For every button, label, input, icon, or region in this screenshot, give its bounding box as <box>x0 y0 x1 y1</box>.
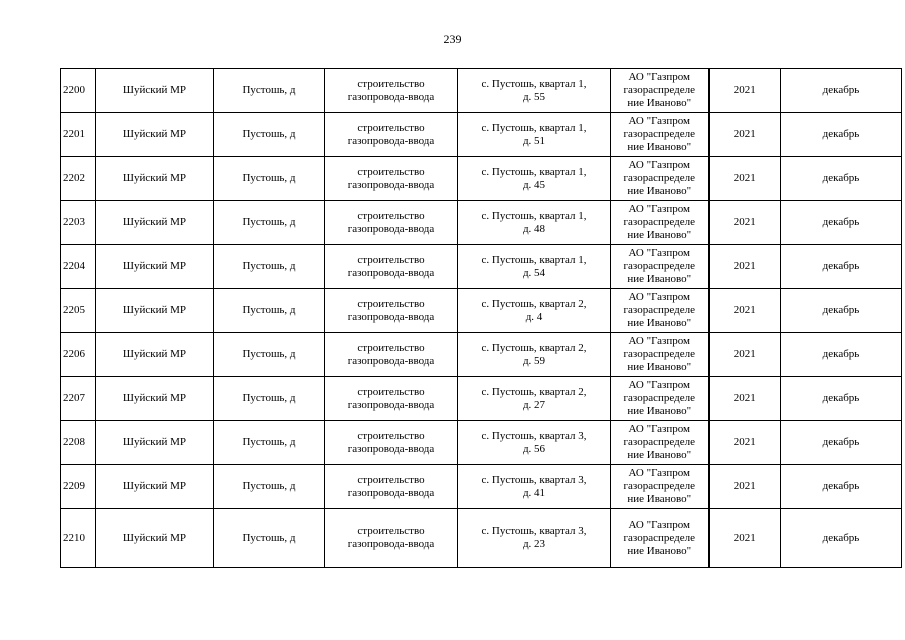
work-type-line: газопровода-ввода <box>347 310 435 323</box>
address-line: д. 55 <box>522 90 546 103</box>
address-line: с. Пустошь, квартал 3, <box>481 525 587 537</box>
table-row <box>61 289 902 333</box>
work-type-cell <box>325 113 458 157</box>
organization-line: АО "Газпром <box>628 379 691 391</box>
work-type-cell <box>325 245 458 289</box>
address-line: с. Пустошь, квартал 1, <box>481 121 587 134</box>
locality-cell <box>214 245 325 289</box>
year-cell <box>709 201 781 245</box>
district-cell <box>96 201 214 245</box>
locality-cell <box>214 289 325 333</box>
month-cell <box>781 509 902 568</box>
table-row <box>61 245 902 289</box>
locality: Пустошь, д <box>242 531 296 544</box>
organization-line: ние Иваново" <box>627 141 692 153</box>
month: декабрь <box>822 128 860 140</box>
organization-cell <box>611 69 709 113</box>
organization-line: АО "Газпром <box>628 291 691 303</box>
address-line: д. 27 <box>522 398 546 411</box>
organization-line: газораспределе <box>623 304 695 316</box>
month: декабрь <box>822 531 860 544</box>
locality: Пустошь, д <box>242 84 296 96</box>
locality: Пустошь, д <box>242 216 296 228</box>
work-type-line: строительство <box>357 253 425 266</box>
table-body <box>61 69 902 568</box>
work-type-line: газопровода-ввода <box>347 398 435 411</box>
locality-cell <box>214 113 325 157</box>
organization-line: ние Иваново" <box>627 405 692 417</box>
work-type-line: газопровода-ввода <box>347 486 435 499</box>
district-cell <box>96 377 214 421</box>
table-row <box>61 157 902 201</box>
month: декабрь <box>822 392 860 404</box>
year: 2021 <box>733 84 756 96</box>
locality: Пустошь, д <box>242 480 296 492</box>
row-number-cell <box>61 113 96 157</box>
row-number: 2204 <box>63 260 85 272</box>
year: 2021 <box>733 531 756 544</box>
year: 2021 <box>733 436 756 448</box>
address-cell <box>458 69 611 113</box>
row-number: 2200 <box>63 84 85 96</box>
row-number: 2202 <box>63 172 85 184</box>
locality-cell <box>214 509 325 568</box>
address-line: с. Пустошь, квартал 2, <box>481 385 587 398</box>
row-number: 2205 <box>63 304 85 316</box>
district-cell <box>96 113 214 157</box>
month-cell <box>781 113 902 157</box>
table-row <box>61 69 902 113</box>
month-cell <box>781 333 902 377</box>
month: декабрь <box>822 436 860 448</box>
page-number: 239 <box>443 32 462 46</box>
locality-cell <box>214 201 325 245</box>
work-type-line: газопровода-ввода <box>347 90 435 103</box>
locality: Пустошь, д <box>242 128 296 140</box>
district: Шуйский МР <box>122 348 187 360</box>
address-line: д. 48 <box>522 222 546 235</box>
address-cell <box>458 377 611 421</box>
work-type-cell <box>325 333 458 377</box>
work-type-line: строительство <box>357 473 425 486</box>
organization-line: АО "Газпром <box>628 71 691 83</box>
locality: Пустошь, д <box>242 392 296 404</box>
year-cell <box>709 157 781 201</box>
address-cell <box>458 421 611 465</box>
year: 2021 <box>733 392 756 404</box>
district-cell <box>96 465 214 509</box>
month-cell <box>781 69 902 113</box>
locality-cell <box>214 421 325 465</box>
address-line: с. Пустошь, квартал 3, <box>481 473 587 486</box>
gas-works-table <box>60 68 902 568</box>
work-type-line: газопровода-ввода <box>347 538 435 550</box>
address-cell <box>458 113 611 157</box>
organization-cell <box>611 333 709 377</box>
locality: Пустошь, д <box>242 436 296 448</box>
address-line: с. Пустошь, квартал 1, <box>481 209 587 222</box>
year-cell <box>709 113 781 157</box>
work-type-line: газопровода-ввода <box>347 354 435 367</box>
year: 2021 <box>733 304 756 316</box>
organization-cell <box>611 245 709 289</box>
district: Шуйский МР <box>122 84 187 96</box>
work-type-line: строительство <box>357 77 425 90</box>
organization-line: газораспределе <box>623 260 695 272</box>
address-line: д. 41 <box>522 486 546 499</box>
organization-line: АО "Газпром <box>628 335 691 347</box>
organization-cell <box>611 201 709 245</box>
organization-line: АО "Газпром <box>628 247 691 259</box>
year-cell <box>709 245 781 289</box>
row-number-cell <box>61 201 96 245</box>
year-cell <box>709 421 781 465</box>
address-line: д. 54 <box>522 266 546 279</box>
organization-line: ние Иваново" <box>627 449 692 461</box>
locality: Пустошь, д <box>242 172 296 184</box>
row-number: 2210 <box>63 531 85 544</box>
row-number-cell <box>61 421 96 465</box>
month: декабрь <box>822 216 860 228</box>
address-cell <box>458 201 611 245</box>
row-number-cell <box>61 509 96 568</box>
table-row <box>61 201 902 245</box>
year-cell <box>709 377 781 421</box>
row-number-cell <box>61 69 96 113</box>
work-type-line: строительство <box>357 121 425 134</box>
address-line: д. 23 <box>522 538 546 550</box>
address-line: д. 4 <box>525 310 543 323</box>
district: Шуйский МР <box>122 216 187 228</box>
locality: Пустошь, д <box>242 348 296 360</box>
address-line: с. Пустошь, квартал 1, <box>481 165 587 178</box>
year-cell <box>709 465 781 509</box>
organization-line: газораспределе <box>623 348 695 360</box>
address-cell <box>458 465 611 509</box>
year: 2021 <box>733 216 756 228</box>
row-number-cell <box>61 377 96 421</box>
address-line: с. Пустошь, квартал 2, <box>481 341 587 354</box>
row-number: 2206 <box>63 348 85 360</box>
year-cell <box>709 69 781 113</box>
work-type-line: строительство <box>357 385 425 398</box>
organization-cell <box>611 377 709 421</box>
district: Шуйский МР <box>122 480 187 492</box>
month-cell <box>781 289 902 333</box>
organization-line: ние Иваново" <box>627 185 692 197</box>
organization-line: АО "Газпром <box>628 115 691 127</box>
month-cell <box>781 465 902 509</box>
organization-line: газораспределе <box>623 480 695 492</box>
year: 2021 <box>733 480 756 492</box>
address-cell <box>458 333 611 377</box>
year: 2021 <box>733 260 756 272</box>
address-line: с. Пустошь, квартал 2, <box>481 297 587 310</box>
locality-cell <box>214 69 325 113</box>
work-type-cell <box>325 69 458 113</box>
address-cell <box>458 509 611 568</box>
organization-line: ние Иваново" <box>627 544 692 557</box>
district: Шуйский МР <box>122 436 187 448</box>
work-type-cell <box>325 465 458 509</box>
month-cell <box>781 201 902 245</box>
work-type-cell <box>325 157 458 201</box>
locality: Пустошь, д <box>242 304 296 316</box>
work-type-cell <box>325 421 458 465</box>
table-row <box>61 421 902 465</box>
table-row <box>61 333 902 377</box>
work-type-cell <box>325 289 458 333</box>
work-type-line: строительство <box>357 429 425 442</box>
row-number-cell <box>61 157 96 201</box>
row-number: 2203 <box>63 216 85 228</box>
address-line: д. 45 <box>522 178 546 191</box>
row-number-cell <box>61 465 96 509</box>
work-type-cell <box>325 201 458 245</box>
work-type-line: строительство <box>357 165 425 178</box>
district-cell <box>96 509 214 568</box>
month: декабрь <box>822 260 860 272</box>
address-cell <box>458 157 611 201</box>
work-type-line: строительство <box>357 341 425 354</box>
row-number-cell <box>61 333 96 377</box>
organization-line: ние Иваново" <box>627 273 692 285</box>
year-cell <box>709 333 781 377</box>
work-type-line: газопровода-ввода <box>347 178 435 191</box>
organization-line: газораспределе <box>623 84 695 96</box>
month: декабрь <box>822 480 860 492</box>
district: Шуйский МР <box>122 304 187 316</box>
year: 2021 <box>733 128 756 140</box>
year-cell <box>709 289 781 333</box>
row-number: 2208 <box>63 436 85 448</box>
month: декабрь <box>822 172 860 184</box>
organization-line: газораспределе <box>623 216 695 228</box>
district-cell <box>96 245 214 289</box>
district-cell <box>96 333 214 377</box>
organization-line: АО "Газпром <box>628 467 691 479</box>
row-number: 2207 <box>63 392 85 404</box>
address-line: с. Пустошь, квартал 1, <box>481 253 587 266</box>
address-line: д. 59 <box>522 354 546 367</box>
district-cell <box>96 421 214 465</box>
organization-line: ние Иваново" <box>627 97 692 109</box>
organization-cell <box>611 113 709 157</box>
address-line: д. 51 <box>522 134 546 147</box>
organization-line: ние Иваново" <box>627 361 692 373</box>
district-cell <box>96 157 214 201</box>
table-row <box>61 377 902 421</box>
organization-cell <box>611 509 709 568</box>
address-line: с. Пустошь, квартал 3, <box>481 429 587 442</box>
work-type-cell <box>325 377 458 421</box>
organization-line: ние Иваново" <box>627 229 692 241</box>
district: Шуйский МР <box>122 392 187 404</box>
address-cell <box>458 289 611 333</box>
row-number-cell <box>61 245 96 289</box>
work-type-line: строительство <box>357 525 425 537</box>
organization-line: газораспределе <box>623 172 695 184</box>
work-type-line: газопровода-ввода <box>347 266 435 279</box>
locality-cell <box>214 157 325 201</box>
organization-line: газораспределе <box>623 128 695 140</box>
organization-cell <box>611 157 709 201</box>
address-cell <box>458 245 611 289</box>
organization-line: АО "Газпром <box>628 159 691 171</box>
organization-cell <box>611 289 709 333</box>
row-number-cell <box>61 289 96 333</box>
district: Шуйский МР <box>122 531 187 544</box>
organization-line: ние Иваново" <box>627 317 692 329</box>
month-cell <box>781 421 902 465</box>
work-type-line: газопровода-ввода <box>347 134 435 147</box>
district: Шуйский МР <box>122 172 187 184</box>
organization-line: АО "Газпром <box>628 203 691 215</box>
month: декабрь <box>822 348 860 360</box>
district: Шуйский МР <box>122 260 187 272</box>
organization-line: ние Иваново" <box>627 493 692 505</box>
year: 2021 <box>733 348 756 360</box>
work-type-cell <box>325 509 458 568</box>
table-row <box>61 509 902 568</box>
address-line: д. 56 <box>522 442 546 455</box>
district: Шуйский МР <box>122 128 187 140</box>
district-cell <box>96 289 214 333</box>
locality-cell <box>214 333 325 377</box>
month: декабрь <box>822 304 860 316</box>
organization-line: газораспределе <box>623 436 695 448</box>
organization-line: АО "Газпром <box>628 518 691 531</box>
row-number: 2209 <box>63 480 85 492</box>
month-cell <box>781 377 902 421</box>
organization-line: газораспределе <box>623 392 695 404</box>
month-cell <box>781 157 902 201</box>
organization-line: АО "Газпром <box>628 423 691 435</box>
year: 2021 <box>733 172 756 184</box>
table-row <box>61 113 902 157</box>
month: декабрь <box>822 84 860 96</box>
work-type-line: газопровода-ввода <box>347 442 435 455</box>
locality-cell <box>214 465 325 509</box>
organization-line: газораспределе <box>623 531 695 544</box>
year-cell <box>709 509 781 568</box>
work-type-line: газопровода-ввода <box>347 222 435 235</box>
table-row <box>61 465 902 509</box>
work-type-line: строительство <box>357 209 425 222</box>
locality: Пустошь, д <box>242 260 296 272</box>
locality-cell <box>214 377 325 421</box>
work-type-line: строительство <box>357 297 425 310</box>
organization-cell <box>611 421 709 465</box>
district-cell <box>96 69 214 113</box>
month-cell <box>781 245 902 289</box>
organization-cell <box>611 465 709 509</box>
address-line: с. Пустошь, квартал 1, <box>481 77 587 90</box>
row-number: 2201 <box>63 128 85 140</box>
